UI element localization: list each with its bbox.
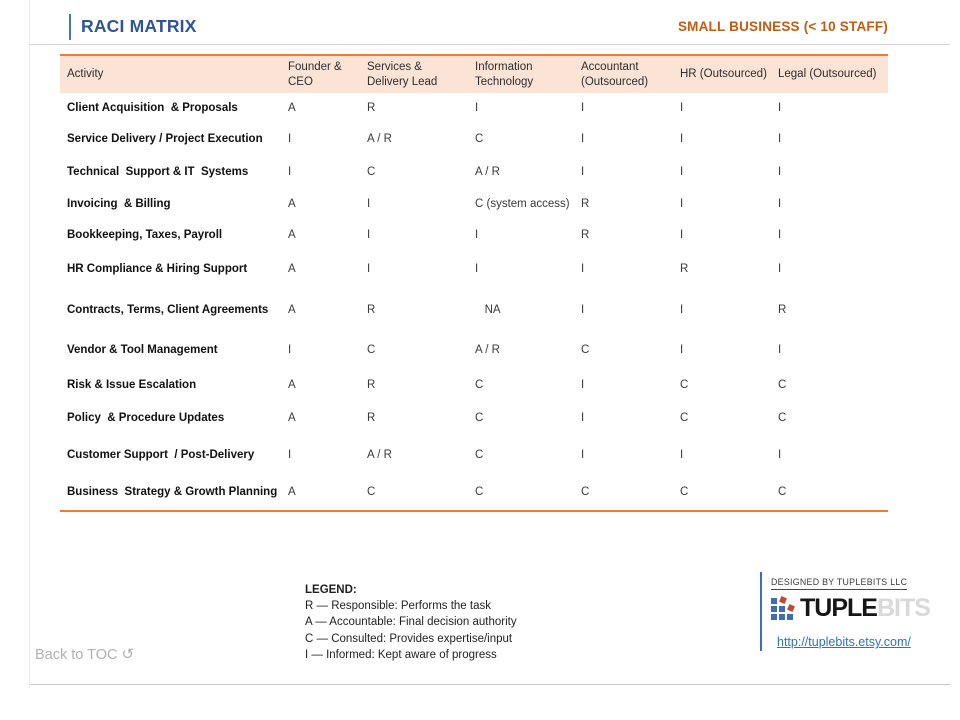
brand-name-tuple: TUPLE — [800, 594, 877, 622]
raci-cell: R — [367, 412, 376, 424]
raci-cell: R — [581, 197, 590, 210]
raci-cell: C — [475, 133, 484, 145]
table-row — [60, 331, 888, 369]
table-row — [60, 369, 888, 400]
raci-cell: I — [680, 102, 684, 114]
legend-item-accountable: A — Accountable: Final decision authority — [305, 616, 517, 629]
raci-cell: I — [367, 228, 371, 241]
footer-divider-line — [30, 684, 950, 685]
activity-cell: Service Delivery / Project Execution — [67, 133, 263, 145]
table-row — [60, 400, 888, 436]
column-header-services-delivery: Services & Delivery Lead — [367, 61, 438, 88]
raci-cell: C — [581, 486, 590, 498]
raci-cell: C — [581, 344, 590, 356]
column-header-information-technology: Information Technology — [475, 61, 534, 88]
column-header-accountant: Accountant (Outsourced) — [581, 61, 649, 88]
activity-cell: Business Strategy & Growth Planning — [67, 486, 278, 498]
raci-cell: C — [475, 378, 484, 391]
raci-cell: I — [288, 344, 292, 356]
activity-cell: HR Compliance & Hiring Support — [67, 263, 248, 275]
legend-block — [305, 582, 517, 663]
tuplebits-grid-icon — [771, 597, 795, 621]
raci-cell: C — [475, 449, 484, 461]
raci-cell: R — [367, 102, 376, 114]
raci-cell: A — [288, 263, 296, 275]
raci-cell: A / R — [475, 344, 500, 356]
raci-cell: C — [475, 412, 484, 424]
raci-cell: I — [778, 449, 782, 461]
raci-cell: R — [367, 303, 376, 316]
activity-cell: Bookkeeping, Taxes, Payroll — [67, 228, 223, 241]
column-header-hr: HR (Outsourced) — [680, 68, 767, 81]
raci-cell: I — [680, 303, 684, 316]
page-subtitle: SMALL BUSINESS (< 10 STAFF) — [677, 19, 888, 34]
raci-cell: A — [288, 378, 296, 391]
activity-cell: Customer Support / Post-Delivery — [67, 449, 255, 461]
raci-cell: R — [367, 378, 376, 391]
activity-cell: Invoicing & Billing — [67, 197, 171, 210]
raci-cell: C — [680, 412, 689, 424]
title-accent-bar — [69, 14, 71, 40]
table-row — [60, 474, 888, 511]
raci-cell: A — [288, 228, 296, 241]
raci-cell: I — [581, 165, 585, 178]
raci-table — [60, 54, 888, 512]
raci-cell: I — [680, 228, 684, 241]
raci-cell: R — [778, 303, 787, 316]
raci-cell: I — [288, 449, 292, 461]
activity-cell: Technical Support & IT Systems — [67, 165, 249, 178]
column-header-legal: Legal (Outsourced) — [778, 68, 877, 81]
raci-cell: I — [367, 197, 371, 210]
raci-cell: I — [778, 344, 782, 356]
raci-cell: A — [288, 102, 296, 114]
table-row — [60, 155, 888, 188]
raci-cell: I — [581, 412, 585, 424]
raci-cell: I — [581, 263, 585, 275]
brand-block — [760, 572, 930, 651]
activity-cell: Vendor & Tool Management — [67, 344, 218, 356]
brand-name-bits: BITS — [876, 594, 930, 622]
raci-cell: A — [288, 197, 296, 210]
raci-cell: I — [778, 133, 782, 145]
raci-cell: I — [367, 263, 371, 275]
raci-cell: C — [680, 486, 689, 498]
raci-cell: I — [581, 303, 585, 316]
tuplebits-logo — [771, 594, 930, 623]
raci-cell: I — [778, 197, 782, 210]
table-row — [60, 436, 888, 474]
raci-cell: I — [778, 228, 782, 241]
raci-cell: I — [288, 165, 292, 178]
raci-cell: A / R — [367, 449, 392, 461]
table-row — [60, 288, 888, 331]
raci-cell: C — [778, 486, 787, 498]
raci-cell: A / R — [475, 165, 500, 178]
back-to-toc-label: Back to TOC — [35, 647, 118, 663]
raci-cell: I — [680, 165, 684, 178]
raci-cell: C — [778, 412, 787, 424]
activity-cell: Client Acquisition & Proposals — [67, 102, 238, 114]
table-header-row — [60, 55, 888, 93]
raci-cell: I — [288, 133, 292, 145]
raci-cell: I — [581, 449, 585, 461]
raci-cell: I — [581, 378, 585, 391]
raci-cell: C — [680, 378, 689, 391]
raci-cell: I — [778, 102, 782, 114]
table-row — [60, 219, 888, 250]
designed-by-text: DESIGNED BY TUPLEBITS LLC — [771, 577, 907, 590]
header-divider-line — [30, 44, 950, 45]
raci-cell: I — [778, 165, 782, 178]
table-row — [60, 123, 888, 155]
raci-cell: C (system access) — [475, 197, 570, 210]
raci-cell: A — [288, 303, 296, 316]
column-header-founder-ceo: Founder & CEO — [288, 61, 342, 88]
activity-cell: Contracts, Terms, Client Agreements — [67, 303, 269, 316]
column-header-activity: Activity — [67, 68, 104, 81]
back-to-toc-link[interactable] — [35, 645, 134, 663]
activity-cell: Risk & Issue Escalation — [67, 378, 197, 391]
raci-cell: I — [475, 263, 479, 275]
raci-cell: A — [288, 412, 296, 424]
raci-cell: C — [367, 165, 376, 178]
raci-cell: I — [475, 102, 479, 114]
raci-cell: A — [288, 486, 296, 498]
raci-cell: R — [680, 263, 689, 275]
raci-cell: C — [367, 486, 376, 498]
raci-cell: C — [475, 486, 484, 498]
raci-cell: NA — [475, 303, 501, 316]
raci-cell: I — [680, 133, 684, 145]
legend-item-informed: I — Informed: Kept aware of progress — [305, 648, 497, 661]
table-row — [60, 250, 888, 288]
raci-cell: I — [778, 263, 782, 275]
raci-cell: C — [778, 378, 787, 391]
legend-title: LEGEND: — [305, 584, 357, 596]
tuplebits-url-link[interactable]: http://tuplebits.etsy.com/ — [777, 635, 911, 649]
page-title: RACI MATRIX — [81, 16, 197, 36]
raci-cell: I — [581, 102, 585, 114]
raci-cell: I — [581, 133, 585, 145]
legend-item-responsible: R — Responsible: Performs the task — [305, 600, 491, 613]
raci-cell: I — [475, 228, 479, 241]
raci-cell: A / R — [367, 133, 392, 145]
activity-cell: Policy & Procedure Updates — [67, 412, 225, 424]
table-row — [60, 188, 888, 219]
page-edge-line — [29, 0, 30, 688]
legend-item-consulted: C — Consulted: Provides expertise/input — [305, 632, 513, 645]
raci-cell: R — [581, 228, 590, 241]
table-row — [60, 93, 888, 123]
raci-cell: I — [680, 449, 684, 461]
raci-cell: C — [367, 344, 376, 356]
raci-cell: I — [680, 344, 684, 356]
undo-arrow-icon: ↺ — [121, 646, 135, 663]
raci-cell: I — [680, 197, 684, 210]
